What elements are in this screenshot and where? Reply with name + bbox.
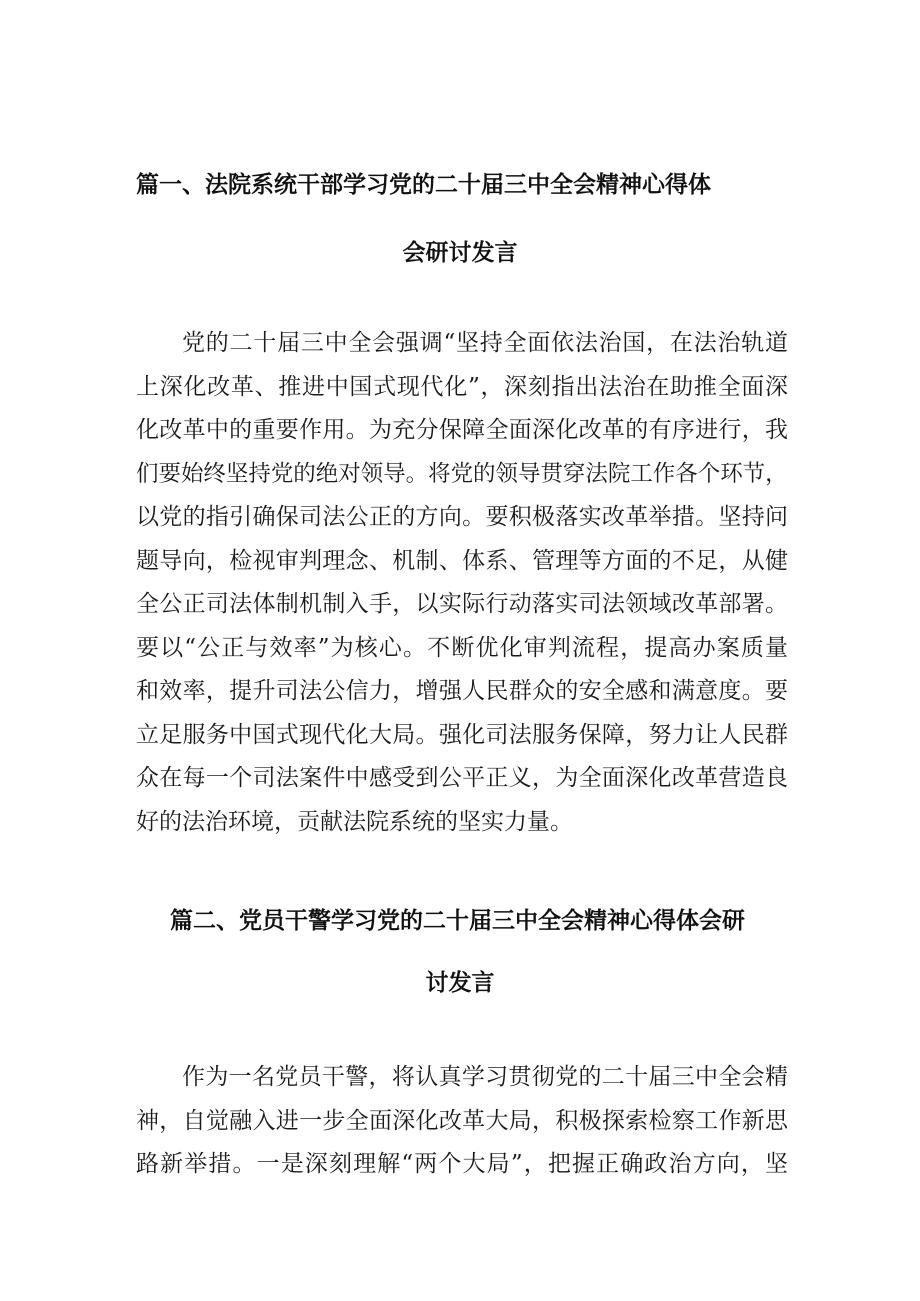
body-line: 们要始终坚持党的绝对领导。将党的领导贯穿法院工作各个环节， <box>136 460 788 487</box>
body-line: 题导向，检视审判理念、机制、体系、管理等方面的不足，从健 <box>136 547 789 574</box>
body-line: 众在每一个司法案件中感受到公平正义，为全面深化改革营造良 <box>136 765 789 791</box>
body-line: 以党的指引确保司法公正的方向。要积极落实改革举措。坚持问 <box>136 504 789 530</box>
body-line: 路新举措。一是深刻理解“两个大局”，把握正确政治方向，坚 <box>136 1151 790 1177</box>
section1-body <box>136 322 788 844</box>
body-line: 立足服务中国式现代化大局。强化司法服务保障，努力让人民群 <box>136 721 789 748</box>
section1-title-line1: 篇一、法院系统干部学习党的二十届三中全会精神心得体 <box>136 172 711 198</box>
section2-body <box>136 1056 788 1187</box>
section2-title-line1: 篇二、党员干警学习党的二十届三中全会精神心得体会研 <box>170 908 745 934</box>
body-line: 和效率，提升司法公信力，增强人民群众的安全感和满意度。要 <box>136 678 789 704</box>
body-line: 好的法治环境，贡献法院系统的坚实力量。 <box>136 808 573 835</box>
section2-title-line2: 讨发言 <box>425 970 495 996</box>
body-line: 上深化改革、推进中国式现代化”，深刻指出法治在助推全面深 <box>136 373 789 400</box>
section1-title-line2: 会研讨发言 <box>402 240 518 266</box>
body-line: 作为一名党员干警，将认真学习贯彻党的二十届三中全会精 <box>182 1064 789 1090</box>
body-line: 要以“公正与效率”为核心。不断优化审判流程，提高办案质量 <box>136 634 790 661</box>
body-line: 神，自觉融入进一步全面深化改革大局，积极探索检察工作新思 <box>136 1107 789 1134</box>
body-line: 全公正司法体制机制入手，以实际行动落实司法领域改革部署。 <box>136 591 789 617</box>
body-line: 党的二十届三中全会强调“坚持全面依法治国，在法治轨道 <box>182 330 789 356</box>
body-line: 化改革中的重要作用。为充分保障全面深化改革的有序进行，我 <box>136 417 789 443</box>
